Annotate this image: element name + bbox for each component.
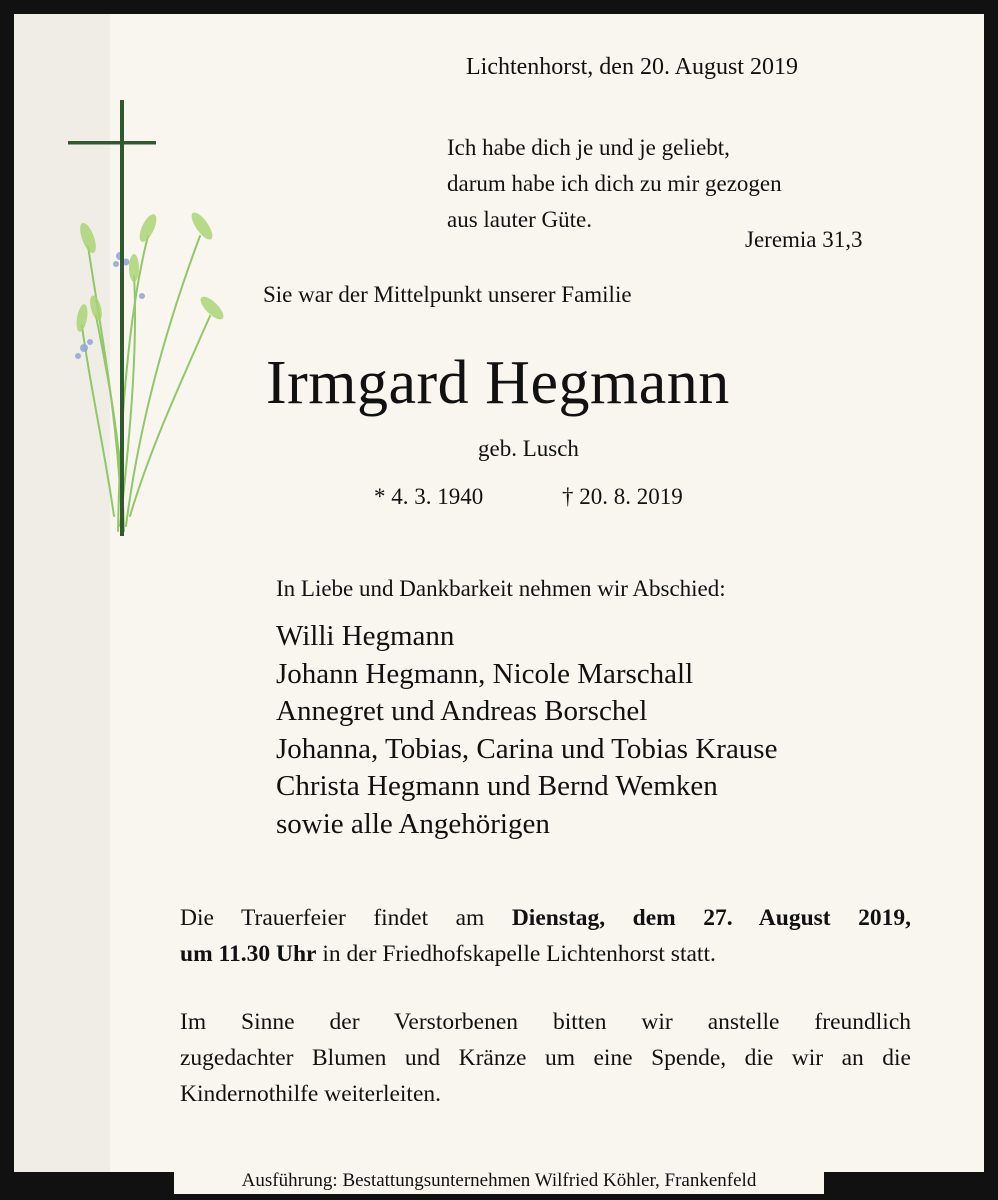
mourner-line: Johanna, Tobias, Carina und Tobias Krause: [276, 732, 778, 765]
donation-line: zugedachter Blumen und Kränze um eine Spende, die wir an die: [180, 1045, 911, 1071]
service-date: Dienstag, dem 27. August 2019,: [511, 905, 911, 931]
donation-line: Kindernothilfe weiterleiten.: [180, 1081, 442, 1107]
mourner-line: Willi Hegmann: [276, 620, 455, 652]
mourner-list: [276, 618, 777, 844]
donation-info: [180, 1004, 911, 1112]
obituary-card: [14, 14, 984, 1172]
birth-date: * 4. 3. 1940: [374, 484, 484, 509]
mourner-line: Christa Hegmann und Bernd Wemken: [276, 770, 718, 803]
mourner-line: Annegret und Andreas Borschel: [276, 695, 648, 728]
service-time: um 11.30 Uhr: [180, 941, 317, 967]
verse-line: Ich habe dich je und je geliebt,: [447, 135, 730, 160]
service-text-before: Die Trauerfeier findet am: [180, 905, 512, 931]
place-date: Lichtenhorst, den 20. August 2019: [466, 54, 798, 80]
service-info: [180, 900, 911, 972]
verse-reference: Jeremia 31,3: [745, 227, 863, 252]
cross-with-grass-icon: [60, 86, 260, 546]
undertaker-credit: Ausführung: Bestattungsunternehmen Wilfried Köhler, Frankenfeld: [174, 1168, 824, 1194]
death-date: † 20. 8. 2019: [562, 484, 683, 509]
mourner-line: sowie alle Angehörigen: [276, 807, 550, 840]
tagline: Sie war der Mittelpunkt unserer Familie: [263, 282, 632, 307]
verse-line: darum habe ich dich zu mir gezogen: [447, 171, 782, 196]
service-text-after: in der Friedhofskapelle Lichtenhorst statt.: [316, 941, 716, 967]
farewell-intro: In Liebe und Dankbarkeit nehmen wir Abschied:: [276, 576, 726, 601]
service-line-1: [180, 900, 911, 936]
service-line-2: [180, 936, 911, 972]
verse-line: aus lauter Güte.: [447, 207, 592, 232]
bible-verse: [447, 130, 782, 238]
mourner-line: Johann Hegmann, Nicole Marschall: [276, 657, 694, 690]
maiden-name: geb. Lusch: [478, 436, 579, 461]
deceased-name: Irmgard Hegmann: [266, 349, 730, 417]
donation-line: Im Sinne der Verstorbenen bitten wir anstelle freundlich: [180, 1009, 911, 1035]
